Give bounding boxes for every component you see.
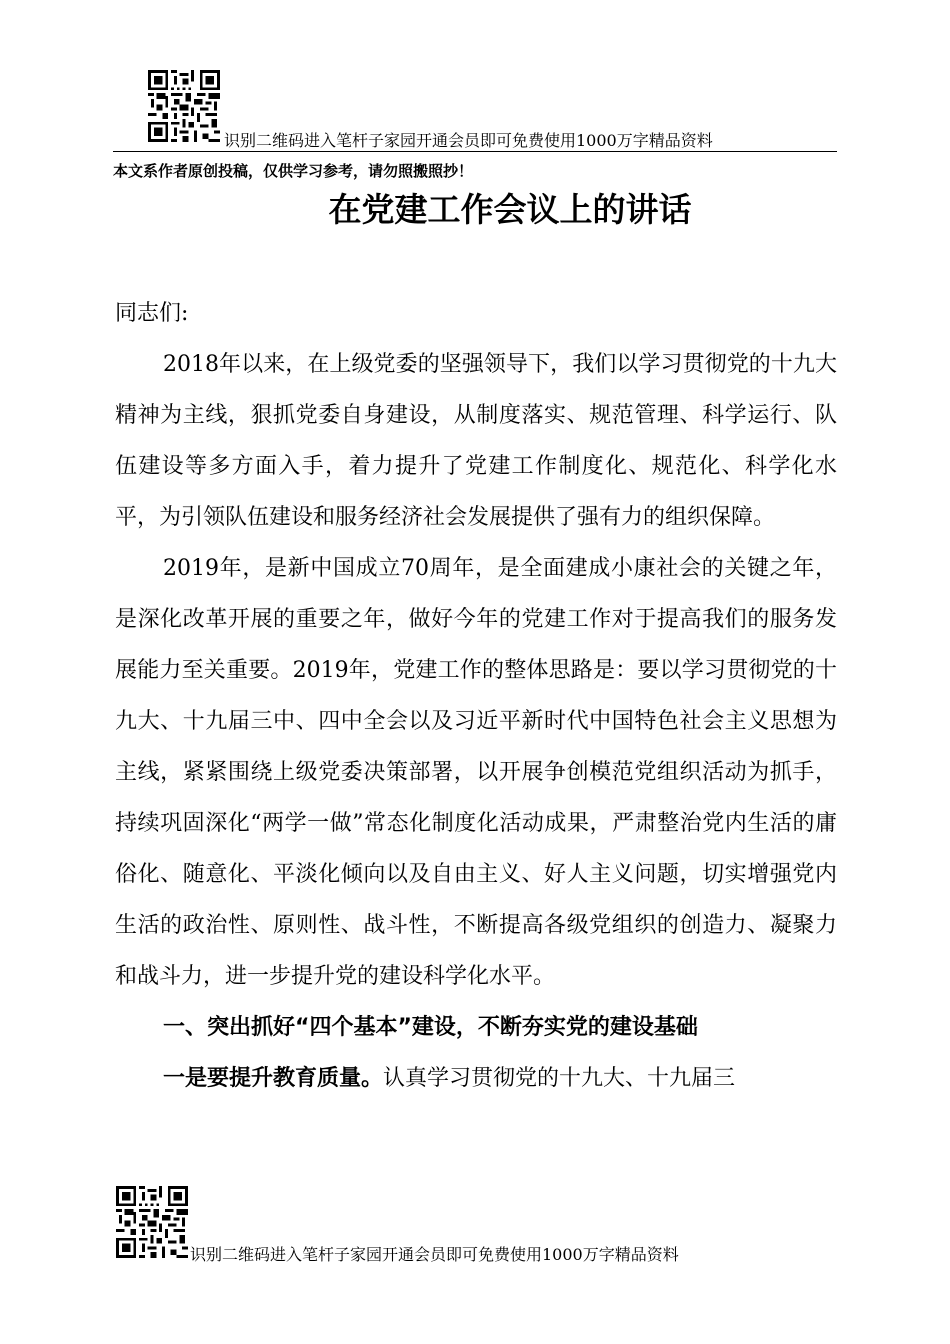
- paragraph-3-label: 一是要提升教育质量。: [163, 1066, 384, 1091]
- paragraph-1: 2018年以来，在上级党委的坚强领导下，我们以学习贯彻党的十九大精神为主线，狠抓党委自身建设，从制度落实、规范管理、科学运行、队伍建设等多方面入手，着力提升了党建工作制度化、规范化、科学化水平，为引领队伍建设和服务经济社会发展提供了强有力的组织保障。: [115, 352, 837, 530]
- document-body: [115, 288, 837, 1104]
- paragraph-2: 2019年，是新中国成立70周年，是全面建成小康社会的关键之年，是深化改革开展的重要之年，做好今年的党建工作对于提高我们的服务发展能力至关重要。2019年，党建工作的整体思路是：要以学习贯彻党的十九大、十九届三中、四中全会以及习近平新时代中国特色社会主义思想为主线，紧紧围绕上级党委决策部署，以开展争创模范党组织活动为抓手，持续巩固深化“两学一做”常态化制度化活动成果，严肃整治党内生活的庸俗化、随意化、平淡化倾向以及自由主义、好人主义问题，切实增强党内生活的政治性、原则性、战斗性，不断提高各级党组织的创造力、凝聚力和战斗力，进一步提升党的建设科学化水平。: [115, 556, 837, 989]
- paragraph-3-text: 认真学习贯彻党的十九大、十九届三: [383, 1066, 736, 1091]
- qr-code-icon: [148, 70, 220, 142]
- header-divider: [113, 151, 837, 152]
- copyright-notice: 本文系作者原创投稿，仅供学习参考，请勿照搬照抄！: [113, 162, 474, 180]
- section-heading-1: 一、突出抓好“四个基本”建设，不断夯实党的建设基础: [163, 1015, 698, 1040]
- header-caption: 识别二维码进入笔杆子家园开通会员即可免费使用1000万字精品资料: [224, 131, 713, 150]
- salutation: 同志们:: [115, 301, 189, 326]
- footer-caption: 识别二维码进入笔杆子家园开通会员即可免费使用1000万字精品资料: [190, 1245, 679, 1264]
- paragraph-3: [115, 1053, 837, 1104]
- qr-code-icon: [116, 1186, 188, 1258]
- page-title: 在党建工作会议上的讲话: [328, 190, 692, 229]
